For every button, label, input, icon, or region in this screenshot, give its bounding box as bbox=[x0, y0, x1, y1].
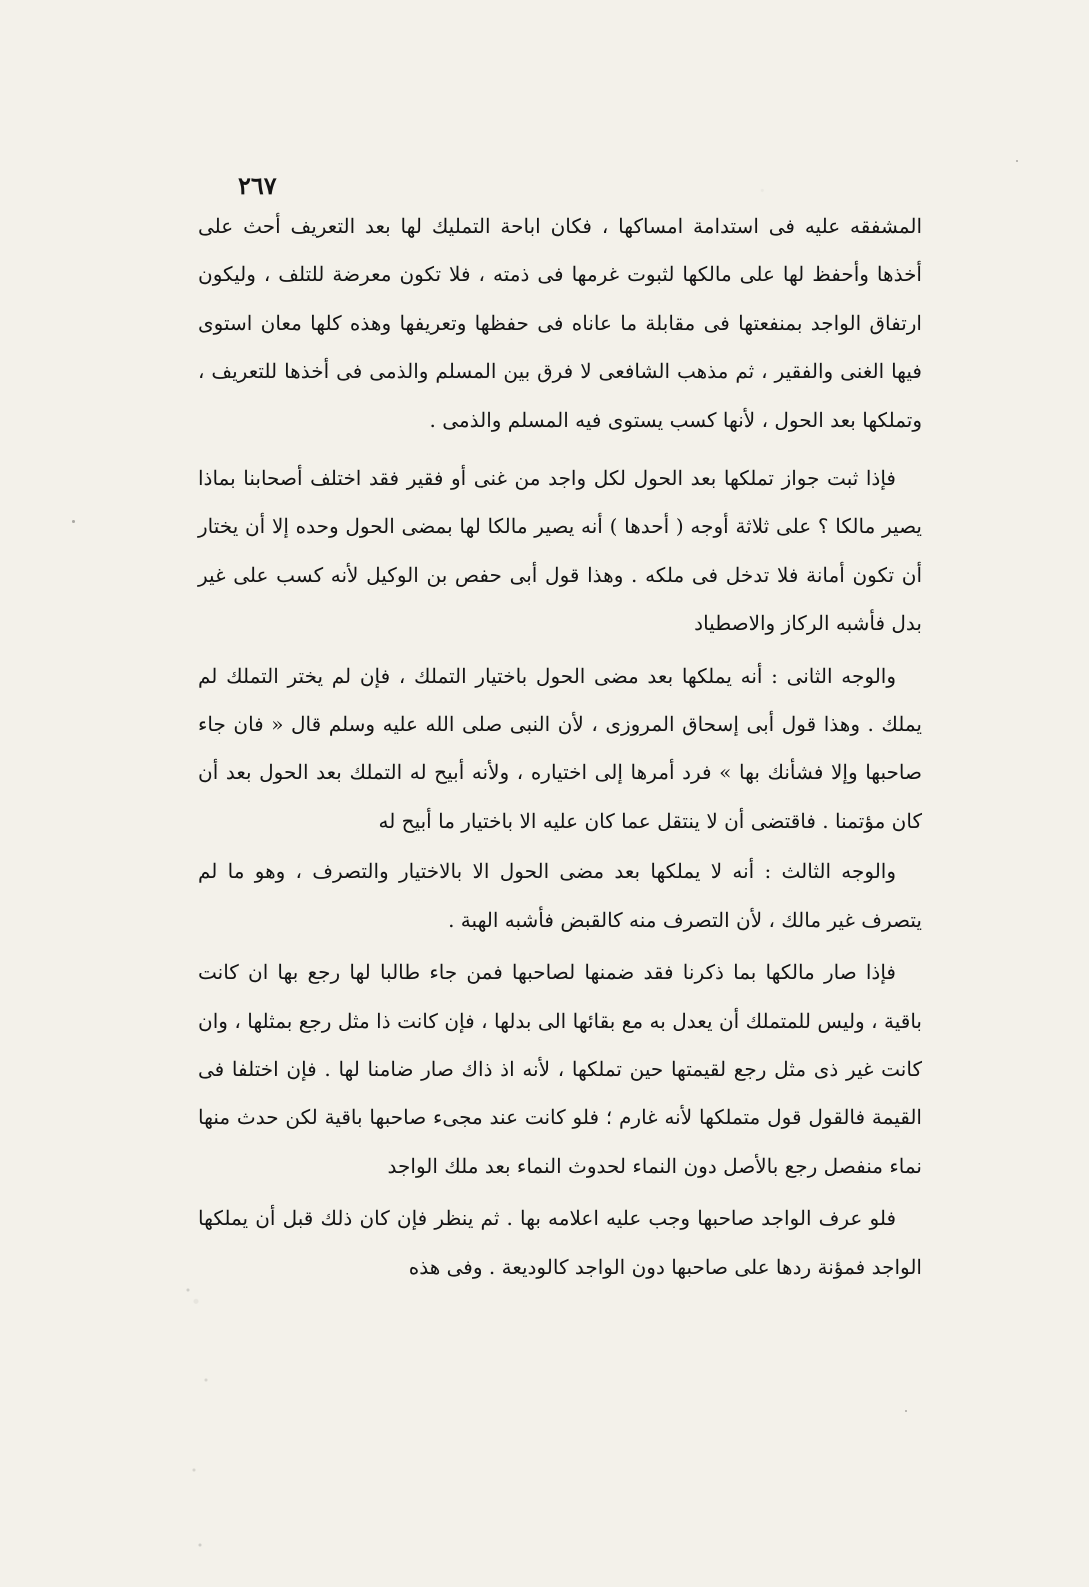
paragraph-5: فإذا صار مالكها بما ذكرنا فقد ضمنها لصاحبها فمن جاء طالبا لها رجع بها ان كانت باقية ، وليس للمتملك أن يعدل به مع بقائها الى بدلها ، فإن كانت ذا مثل رجع بمثلها ، وان كانت غير ذى مثل رجع لقيمتها حين تملكها ، لأنه اذ ذاك صار ضامنا لها . فإن اختلفا فى القيمة فالقول قول متملكها لأنه غارم ؛ فلو كانت عند مجىء صاحبها باقية لكن حدث منها نماء منفصل رجع بالأصل دون النماء لحدوث النماء بعد ملك الواجد bbox=[198, 960, 922, 1178]
page-number: ٢٦٧ bbox=[238, 171, 277, 200]
scan-noise bbox=[170, 1260, 230, 1560]
scan-speck bbox=[1016, 160, 1018, 162]
scan-speck bbox=[905, 1410, 907, 1412]
paragraph-1: المشفقه عليه فى استدامة امساكها ، فكان اباحة التمليك لها بعد التعريف أحث على أخذها وأحفظ لها على مالكها لثبوت غرمها فى ذمته ، فلا تكون معرضة للتلف ، وليكون ارتفاق الواجد بمنفعتها فى مقابلة ما عاناه فى حفظها وتعريفها وهذه كلها معان استوى فيها الغنى والفقير ، ثم مذهب الشافعى لا فرق بين المسلم والذمى فى أخذها للتعريف ، وتملكها بعد الحول ، لأنها كسب يستوى فيه المسلم والذمى . bbox=[198, 214, 922, 432]
scan-speck bbox=[72, 520, 75, 523]
paragraph-4: والوجه الثالث : أنه لا يملكها بعد مضى الحول الا بالاختيار والتصرف ، وهو ما لم يتصرف غير مالك ، لأن التصرف منه كالقبض فأشبه الهبة . bbox=[198, 859, 922, 932]
paragraph-2: فإذا ثبت جواز تملكها بعد الحول لكل واجد من غنى أو فقير فقد اختلف أصحابنا بماذا يصير مالكا ؟ على ثلاثة أوجه ( أحدها ) أنه يصير مالكا لها بمضى الحول وحده إلا أن يختار أن تكون أمانة فلا تدخل فى ملكه . وهذا قول أبى حفص بن الوكيل لأنه كسب على غير بدل فأشبه الركاز والاصطياد bbox=[198, 466, 922, 636]
body-text bbox=[198, 202, 922, 1291]
paragraph-6: فلو عرف الواجد صاحبها وجب عليه اعلامه بها . ثم ينظر فإن كان ذلك قبل أن يملكها الواجد فمؤنة ردها على صاحبها دون الواجد كالوديعة . وفى هذه bbox=[198, 1206, 922, 1279]
paragraph-3: والوجه الثانى : أنه يملكها بعد مضى الحول باختيار التملك ، فإن لم يختر التملك لم يملك . وهذا قول أبى إسحاق المروزى ، لأن النبى صلى الله عليه وسلم قال « فان جاء صاحبها وإلا فشأنك بها » فرد أمرها إلى اختياره ، ولأنه أبيح له التملك بعد الحول بعد أن كان مؤتمنا . فاقتضى أن لا ينتقل عما كان عليه الا باختيار ما أبيح له bbox=[198, 663, 922, 833]
